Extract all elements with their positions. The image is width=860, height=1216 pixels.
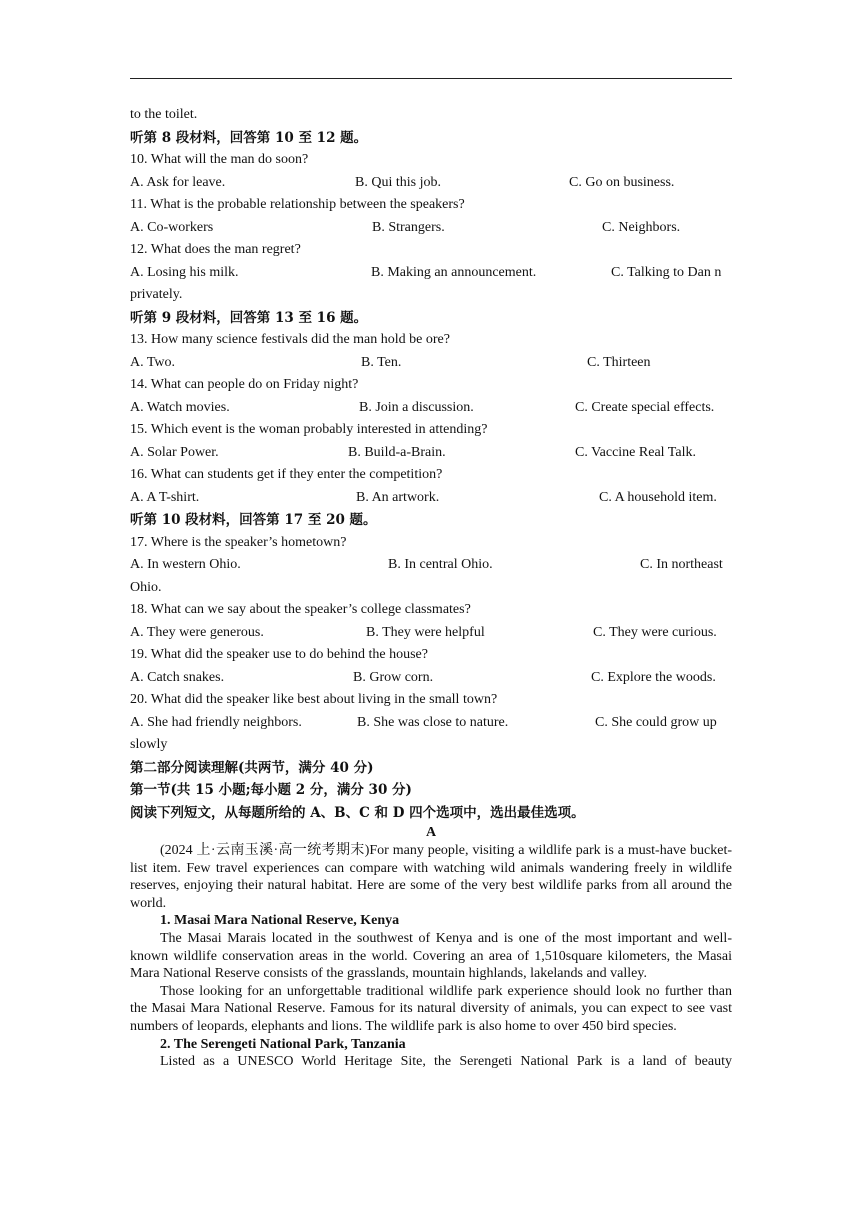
- intro-paragraph: (2024 上·云南玉溪·高一统考期末)For many people, visiting a wildlife park is a must-have bucket-list item. Few travel experiences can compare with watching wild animals wandering freely in wildlife reserves, enjoying their natural habitat. Here are some of the very best wildlife parks from all around the world.: [130, 843, 732, 911]
- option-c: C. In northeast: [640, 557, 723, 572]
- question: 12. What does the man regret?: [130, 242, 301, 257]
- option-a: A. Solar Power.: [130, 444, 219, 460]
- question: 11. What is the probable relationship between the speakers?: [130, 197, 465, 212]
- question: 19. What did the speaker use to do behind the house?: [130, 647, 428, 662]
- option-b: B. Strangers.: [372, 219, 445, 235]
- option-c: C. A household item.: [599, 489, 717, 505]
- paragraph: Listed as a UNESCO World Heritage Site, the Serengeti National Park is a land of beauty: [160, 1054, 732, 1070]
- option-a: A. Catch snakes.: [130, 669, 225, 685]
- option-continuation: slowly: [130, 737, 168, 752]
- options-row: [130, 172, 732, 195]
- options-row: [130, 352, 732, 375]
- instruction: 阅读下列短文，从每题所给的 A、B、C 和 D 四个选项中，选出最佳选项。: [130, 804, 585, 821]
- option-continuation: Ohio.: [130, 579, 162, 595]
- option-c: C. Talking to Dan n: [611, 264, 722, 280]
- continued-text: to the toilet.: [130, 107, 198, 122]
- page-content: [130, 104, 732, 1071]
- question: 15. Which event is the woman probably interested in attending?: [130, 422, 488, 437]
- option-b: B. An artwork.: [356, 489, 440, 505]
- option-c: C. Go on business.: [569, 174, 675, 190]
- option-a: A. Watch movies.: [130, 399, 230, 415]
- section-title: 第一节(共 15 小题;每小题 2 分，满分 30 分): [130, 782, 412, 798]
- option-b: B. Qui this job.: [355, 174, 441, 190]
- option-b: B. In central Ohio.: [388, 557, 493, 572]
- option-a: A. Losing his milk.: [130, 264, 239, 280]
- options-row: [130, 622, 732, 645]
- option-c: C. Vaccine Real Talk.: [575, 444, 696, 460]
- option-a: A. Ask for leave.: [130, 174, 226, 190]
- option-b: B. Build-a-Brain.: [348, 444, 446, 460]
- option-c: C. Neighbors.: [602, 219, 681, 235]
- option-b: B. She was close to nature.: [357, 714, 509, 730]
- subheading: 2. The Serengeti National Park, Tanzania: [160, 1036, 406, 1052]
- part-title: 第二部分阅读理解(共两节，满分 40 分): [130, 759, 374, 776]
- header-rule: [130, 78, 732, 79]
- option-c: C. Thirteen: [587, 354, 651, 370]
- options-row: [130, 712, 732, 735]
- paragraph: Those looking for an unforgettable traditional wildlife park experience should look no further than the Masai Mara National Reserve. Famous for its natural diversity of animals, you can expect to see vast numbers of leopards, elephants and lions. The wildlife park is also home to over 450 bird species.: [130, 983, 732, 1034]
- question: 18. What can we say about the speaker’s college classmates?: [130, 602, 471, 617]
- option-continuation: privately.: [130, 287, 183, 302]
- question: 13. How many science festivals did the man hold be ore?: [130, 332, 450, 347]
- option-c: C. Create special effects.: [575, 399, 715, 415]
- passage-letter: A: [425, 825, 437, 840]
- options-row: [130, 397, 732, 420]
- option-a: A. She had friendly neighbors.: [130, 714, 302, 730]
- options-row: [130, 442, 732, 465]
- options-row: [130, 217, 732, 240]
- option-a: A. They were generous.: [130, 624, 264, 640]
- question: 10. What will the man do soon?: [130, 152, 309, 167]
- option-a: A. In western Ohio.: [130, 557, 241, 572]
- question: 16. What can students get if they enter the competition?: [130, 467, 443, 482]
- option-c: C. Explore the woods.: [591, 669, 716, 685]
- question: 14. What can people do on Friday night?: [130, 377, 359, 392]
- section-header: 听第 8 段材料，回答第 10 至 12 题。: [130, 129, 368, 146]
- option-b: B. They were helpful: [366, 624, 485, 640]
- options-row: [130, 487, 732, 510]
- section-header: 听第 10 段材料，回答第 17 至 20 题。: [130, 512, 377, 528]
- question: 17. Where is the speaker’s hometown?: [130, 534, 347, 550]
- paragraph: The Masai Marais located in the southwest of Kenya and is one of the most important and well-known wildlife conservation areas in the world. Covering an area of 1,510square kilometers, the Masai Mara National Reserve consists of the grasslands, mountain highlands, lakelands and valley.: [130, 930, 732, 982]
- section-header: 听第 9 段材料，回答第 13 至 16 题。: [130, 309, 368, 326]
- option-a: A. Co-workers: [130, 219, 214, 235]
- option-c: C. They were curious.: [593, 624, 717, 640]
- option-a: A. Two.: [130, 354, 176, 370]
- options-row: [130, 554, 732, 577]
- option-b: B. Join a discussion.: [359, 399, 474, 415]
- option-a: A. A T-shirt.: [130, 489, 200, 505]
- options-row: [130, 262, 732, 285]
- option-c: C. She could grow up: [595, 714, 717, 730]
- option-b: B. Making an announcement.: [371, 264, 537, 280]
- option-b: B. Grow corn.: [353, 669, 434, 685]
- options-row: [130, 667, 732, 690]
- subheading: 1. Masai Mara National Reserve, Kenya: [160, 913, 400, 929]
- question: 20. What did the speaker like best about living in the small town?: [130, 692, 498, 707]
- option-b: B. Ten.: [361, 354, 402, 370]
